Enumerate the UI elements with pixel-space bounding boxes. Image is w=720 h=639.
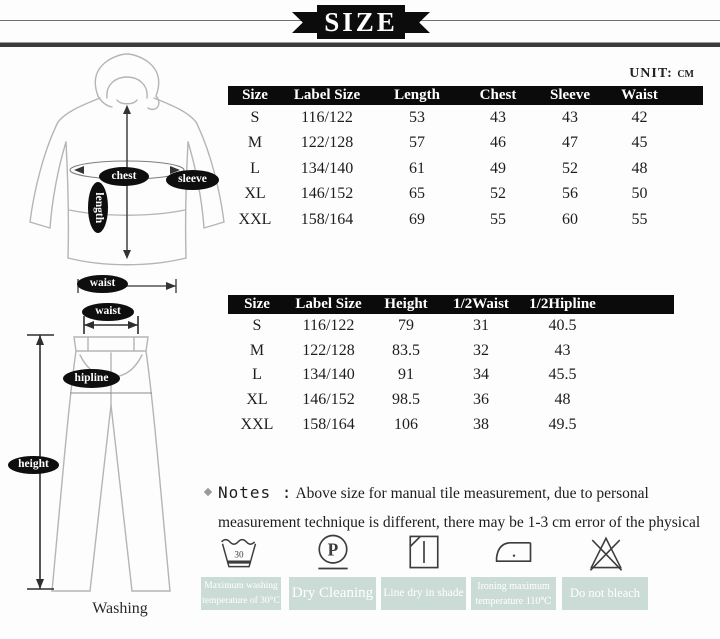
column-header: Label Size (286, 295, 371, 314)
table-cell: 38 (473, 415, 489, 433)
table-cell: XXL (238, 210, 272, 228)
pants-drawing (10, 297, 230, 609)
pants-table-header-row (228, 295, 674, 314)
unit-separator: : (667, 66, 673, 81)
table-cell: 53 (409, 108, 425, 126)
table-cell: L (252, 366, 262, 384)
unit-note (629, 66, 694, 82)
care-label-ironing (471, 577, 556, 610)
jacket-waist-label (77, 275, 128, 293)
jacket-length-label (88, 182, 108, 233)
washing-caption: Washing (92, 600, 148, 617)
table-cell: 55 (490, 210, 506, 228)
jacket-sleeve-label (166, 170, 219, 190)
pants-waist-label (82, 303, 134, 321)
pants-hipline-label (63, 369, 120, 388)
table-cell: 91 (398, 366, 414, 384)
size-banner (317, 5, 405, 39)
table-cell: 34 (473, 366, 489, 384)
table-cell: 69 (409, 210, 425, 228)
table-cell: 158/164 (300, 210, 354, 228)
column-header: Waist (606, 86, 703, 105)
jacket-length-label-text: length (92, 192, 105, 223)
ribbon-tail-left (292, 12, 319, 33)
jacket-chest-label-text: chest (111, 169, 137, 182)
table-cell: 42 (631, 108, 648, 126)
dry-clean-icon (311, 529, 355, 575)
table-cell: 57 (409, 134, 425, 152)
column-header: Height (371, 295, 441, 314)
table-cell: XXL (240, 415, 274, 433)
table-cell: 40.5 (548, 317, 577, 335)
table-cell: 55 (631, 210, 648, 228)
table-cell: 134/140 (300, 159, 354, 177)
table-cell: 79 (398, 317, 414, 335)
dry-clean-letter: P (327, 539, 339, 560)
table-cell: 32 (473, 341, 489, 359)
table-cell: 52 (490, 185, 506, 203)
table-cell: 106 (394, 415, 418, 433)
table-row (228, 388, 674, 413)
table-cell: 49.5 (548, 415, 577, 433)
column-header: 1/2Hipline (521, 295, 674, 314)
table-row (228, 339, 674, 364)
table-cell: 45 (631, 134, 648, 152)
size-banner-title: SIZE (324, 6, 398, 37)
column-header: Chest (462, 86, 534, 105)
unit-value: CM (677, 69, 694, 80)
table-cell: 45.5 (548, 366, 577, 384)
care-label-washing (201, 577, 281, 610)
table-cell: XL (246, 391, 268, 409)
jacket-size-table (228, 86, 703, 233)
notes-label: Notes : (218, 483, 293, 502)
pants-size-table (228, 295, 674, 437)
table-row (228, 131, 703, 157)
jacket-sleeve-label-text: sleeve (178, 173, 207, 186)
table-cell: 52 (562, 159, 578, 177)
care-label-no-bleach (562, 577, 648, 610)
wash-tub-icon (217, 529, 261, 575)
table-row (228, 207, 703, 233)
table-cell: 43 (490, 108, 506, 126)
table-cell: 134/140 (302, 366, 355, 384)
table-cell: 46 (490, 134, 506, 152)
table-cell: M (249, 341, 265, 359)
table-cell: 48 (554, 391, 571, 409)
table-cell: XL (244, 185, 266, 203)
table-cell: M (247, 134, 263, 152)
table-cell: 31 (473, 317, 489, 335)
table-cell: 50 (631, 185, 648, 203)
pants-hipline-label-text: hipline (74, 371, 109, 384)
table-cell: 116/122 (302, 317, 355, 335)
pants-height-label (8, 456, 59, 474)
table-cell: 116/122 (301, 108, 353, 126)
table-row (228, 363, 674, 388)
care-label-line: Maximum washing (204, 581, 278, 592)
iron-icon (492, 529, 536, 575)
column-header: Label Size (282, 86, 372, 105)
column-header: Sleeve (534, 86, 606, 105)
jacket-chest-label (99, 167, 149, 186)
care-label-line: temperature of 30°C (202, 595, 280, 606)
care-label-line: temperature 110℃ (475, 595, 552, 607)
jacket-table-header-row (228, 86, 703, 105)
table-cell: 47 (562, 134, 578, 152)
do-not-bleach-icon (584, 529, 628, 575)
pants-waist-label-text: waist (95, 305, 121, 318)
table-cell: S (250, 108, 260, 126)
pants-height-label-text: height (18, 458, 49, 471)
wash-temp-number: 30 (234, 549, 244, 560)
care-label-line: Do not bleach (569, 586, 641, 601)
column-header: Length (372, 86, 462, 105)
table-cell: 146/152 (300, 185, 354, 203)
table-cell: 36 (473, 391, 489, 409)
table-cell: 83.5 (392, 341, 420, 359)
care-label-line: Line dry in shade (383, 586, 464, 599)
table-cell: 48 (631, 159, 648, 177)
care-label-line-dry (381, 577, 466, 610)
notes-line2: measurement technique is different, there may be 1-3 cm error of the physical (218, 514, 701, 531)
table-cell: 158/164 (302, 415, 355, 433)
line-dry-shade-icon (402, 529, 446, 575)
column-header: 1/2Waist (441, 295, 521, 314)
column-header: Size (228, 295, 286, 314)
care-label-line: Ironing maximum (477, 580, 550, 592)
table-cell: 61 (409, 159, 425, 177)
table-cell: 122/128 (300, 134, 354, 152)
table-row (228, 412, 674, 437)
table-row (228, 182, 703, 208)
table-cell: 122/128 (302, 341, 355, 359)
header-divider (0, 42, 720, 47)
table-row (228, 314, 674, 339)
table-cell: L (250, 159, 260, 177)
table-cell: S (252, 317, 262, 335)
ribbon-tail-right (403, 12, 430, 33)
notes-block (218, 478, 710, 537)
table-cell: 146/152 (302, 391, 355, 409)
table-cell: 43 (554, 341, 571, 359)
table-cell: 43 (562, 108, 578, 126)
table-row (228, 105, 703, 131)
table-cell: 56 (562, 185, 578, 203)
table-row (228, 156, 703, 182)
unit-label: UNIT (629, 66, 668, 81)
table-cell: 98.5 (392, 391, 420, 409)
jacket-waist-label-text: waist (89, 277, 116, 290)
care-label-line: Dry Cleaning (291, 585, 374, 602)
column-header: Size (228, 86, 282, 105)
table-cell: 60 (562, 210, 578, 228)
table-cell: 65 (409, 185, 425, 203)
notes-line1: Above size for manual tile measurement, due to personal (295, 485, 649, 502)
table-cell: 49 (490, 159, 506, 177)
care-label-dry-cleaning (289, 577, 376, 610)
